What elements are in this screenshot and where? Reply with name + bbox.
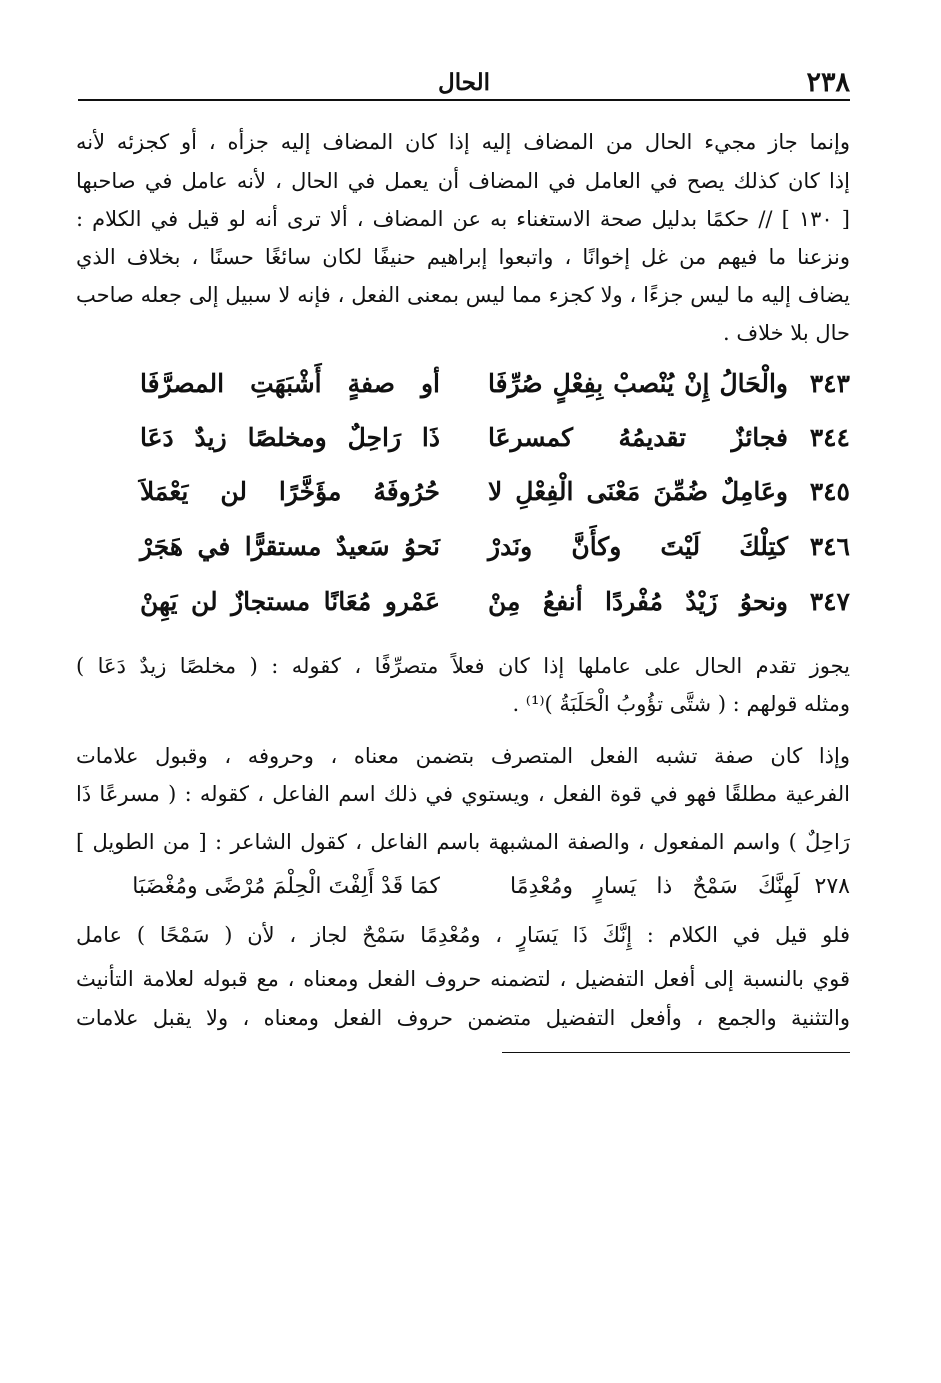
verse-number: ٣٤٦ — [809, 532, 850, 561]
body-line: الفرعية مطلقًا فهو في قوة الفعل ، ويستوي في ذلك اسم الفاعل ، كقوله : ( مسرعًا ذَا — [76, 782, 850, 806]
body-line: ونزعنا ما فيهم من غل إخوانًا ، واتبعوا إبراهيم حنيفًا لكان سائغًا حسنًا ، بخلاف الذي — [76, 245, 850, 269]
header-rule — [78, 99, 850, 101]
poetry-citation — [120, 868, 850, 906]
verse-number: ٣٤٥ — [809, 477, 850, 506]
body-line: ومثله قولهم : ( شتَّى تؤُوبُ الْحَلَبَةُ )⁽¹⁾ . — [512, 692, 850, 716]
verse-second-hemistich: ذَا رَاحِلٌ ومخلصًا زيدٌ دَعَا — [140, 423, 440, 452]
verse-second-hemistich: عَمْرو مُعَانًا مستجازٌ لن يَهِنْ — [140, 587, 440, 616]
verse-number: ٣٤٣ — [809, 369, 850, 398]
verse-347 — [120, 580, 850, 624]
body-line: يضاف إليه ما ليس جزءًا ، ولا كجزء مما ليس بمعنى الفعل ، فإنه لا سبيل إلى جعله صاحب — [76, 283, 850, 307]
body-line: وإذا كان صفة تشبه الفعل المتصرف بتضمن معناه ، وحروفه ، وقبول علامات — [76, 744, 850, 768]
poem-first-hemistich: لَهِنَّكَ سَمْحٌ ذا يَسارٍ ومُعْدِمًا — [510, 874, 800, 899]
poem-number: ٢٧٨ — [814, 874, 850, 899]
poem-second-hemistich: كمَا قَدْ أَلِفْتَ الْحِلْمَ مُرْضًى ومُغْضَبَا — [132, 874, 440, 899]
verse-first-hemistich: ونحوُ زَيْدٌ مُفْردًا أنفعُ مِنْ — [488, 587, 788, 616]
verse-346 — [120, 525, 850, 569]
page-number: ٢٣٨ — [806, 67, 850, 98]
verse-second-hemistich: أو صفةٍ أَشْبَهَتِ المصرَّفَا — [140, 369, 440, 398]
body-line: رَاحِلٌ ) واسم المفعول ، والصفة المشبهة باسم الفاعل ، كقول الشاعر : [ من الطويل ] — [76, 830, 850, 854]
body-line: والتثنية والجمع ، وأفعل التفضيل متضمن حروف الفعل ومعناه ، ولا يقبل علامات — [76, 1006, 850, 1030]
verse-first-hemistich: كتِلْكَ لَيْتَ وكأَنَّ ونَدرْ — [488, 532, 788, 561]
body-line: إذا كان كذلك يصح في العامل في المضاف أن يعمل في الحال ، لأنه عامل في صاحبها — [76, 169, 850, 193]
verse-345 — [120, 470, 850, 514]
body-line: قوي بالنسبة إلى أفعل التفضيل ، لتضمنه حروف الفعل ومعناه ، مع قبوله لعلامة التأنيث — [76, 967, 850, 991]
page-header — [78, 66, 850, 100]
verse-number: ٣٤٧ — [809, 587, 850, 616]
verse-second-hemistich: نَحوُ سَعيدٌ مستقرًّا في هَجَرْ — [140, 532, 440, 561]
body-line: يجوز تقدم الحال على عاملها إذا كان فعلاً متصرِّفًا ، كقوله : ( مخلصًا زيدٌ دَعَا ) — [76, 654, 850, 678]
verse-second-hemistich: حُرُوفَهُ مؤَخَّرًا لن يَعْمَلاَ — [140, 477, 440, 506]
verse-first-hemistich: وعَامِلٌ ضُمِّنَ مَعْنَى الْفِعْلِ لا — [488, 477, 788, 506]
body-line: حال بلا خلاف . — [723, 321, 850, 345]
verse-first-hemistich: فجائزٌ تقديمُهُ كمسرعَا — [488, 423, 788, 452]
verse-first-hemistich: والْحَالُ إِنْ يُنْصبْ بِفِعْلٍ صُرِّفَا — [488, 369, 788, 398]
body-line: [ ١٣٠ ] // حكمًا بدليل صحة الاستغناء به عن المضاف ، ألا ترى أنه لو قيل في الكلام : — [76, 207, 850, 231]
verse-number: ٣٤٤ — [809, 423, 850, 452]
body-line: وإنما جاز مجيء الحال من المضاف إليه إذا كان المضاف إليه جزأه ، أو كجزئه لأنه — [76, 130, 850, 154]
body-line: فلو قيل في الكلام : إِنَّكَ ذَا يَسَارٍ ، ومُعْدِمًا سَمْحٌ لجاز ، لأن ( سَمْحًا ) عامل — [76, 923, 850, 947]
footnote-separator — [502, 1052, 850, 1053]
verse-343 — [120, 362, 850, 406]
verse-344 — [120, 416, 850, 460]
running-title: الحال — [438, 69, 490, 96]
